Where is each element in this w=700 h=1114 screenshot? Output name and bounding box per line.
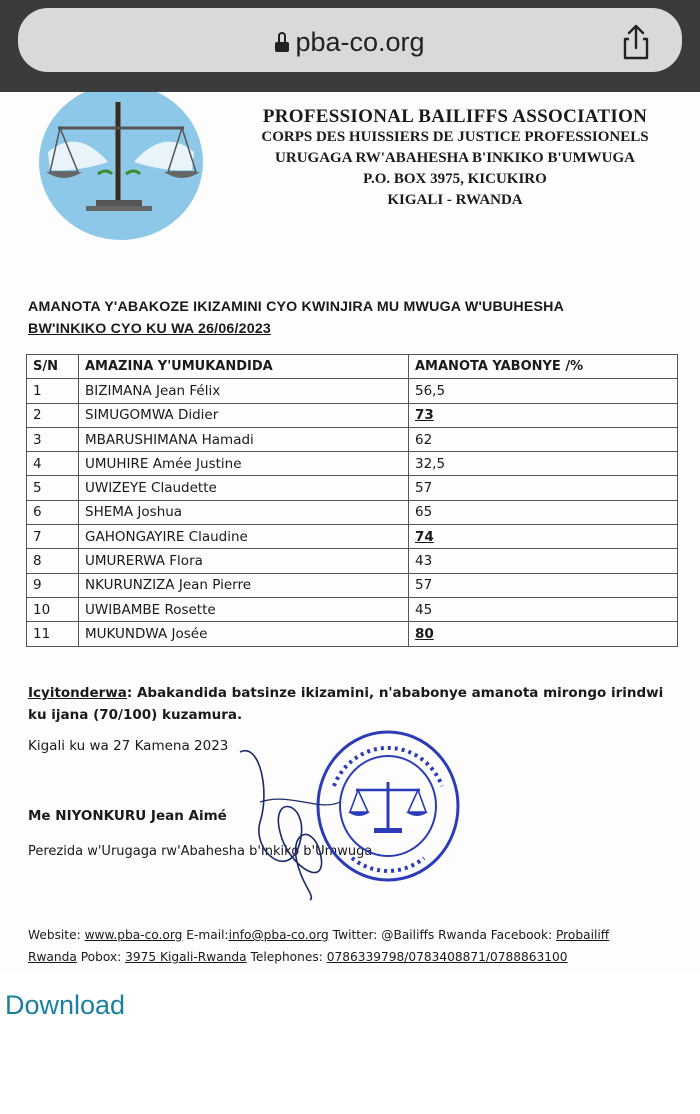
row-score: 73 bbox=[409, 403, 678, 427]
org-po-box: P.O. BOX 3975, KICUKIRO bbox=[363, 171, 547, 187]
row-sn: 5 bbox=[27, 476, 79, 500]
signer-name: Me NIYONKURU Jean Aimé bbox=[28, 808, 227, 824]
row-sn: 11 bbox=[27, 622, 79, 646]
org-name-en: PROFESSIONAL BAILIFFS ASSOCIATION bbox=[262, 106, 648, 127]
table-row bbox=[27, 622, 678, 646]
row-score: 62 bbox=[409, 427, 678, 451]
row-name: UMUHIRE Amée Justine bbox=[79, 452, 409, 476]
row-sn: 7 bbox=[27, 525, 79, 549]
url-display[interactable] bbox=[18, 27, 682, 58]
org-name-fr: CORPS DES HUISSIERS DE JUSTICE PROFESSIONELS bbox=[261, 129, 649, 145]
lock-icon bbox=[275, 38, 289, 52]
table-row bbox=[27, 573, 678, 597]
note-text-1: : Abakandida batsinze ikizamini, n'ababonye amanota mirongo irindwi bbox=[126, 685, 664, 701]
row-name: NKURUNZIZA Jean Pierre bbox=[79, 573, 409, 597]
association-seal bbox=[38, 92, 204, 242]
results-table bbox=[26, 354, 678, 647]
row-sn: 1 bbox=[27, 379, 79, 403]
row-score: 57 bbox=[409, 476, 678, 500]
signature bbox=[230, 732, 350, 902]
document-page bbox=[0, 92, 700, 972]
row-sn: 4 bbox=[27, 452, 79, 476]
footer-pobox: 3975 Kigali-Rwanda bbox=[125, 950, 247, 964]
row-score: 45 bbox=[409, 597, 678, 621]
footer-facebook-2: Rwanda bbox=[28, 950, 77, 964]
footer-email-label: E-mail: bbox=[182, 928, 229, 942]
footer-website-label: Website: bbox=[28, 928, 85, 942]
column-header-name: AMAZINA Y'UMUKANDIDA bbox=[79, 355, 409, 379]
browser-toolbar bbox=[0, 0, 700, 92]
url-text: pba-co.org bbox=[295, 27, 425, 57]
row-score: 57 bbox=[409, 573, 678, 597]
table-row bbox=[27, 597, 678, 621]
row-score: 56,5 bbox=[409, 379, 678, 403]
row-name: SHEMA Joshua bbox=[79, 500, 409, 524]
row-sn: 9 bbox=[27, 573, 79, 597]
row-name: MBARUSHIMANA Hamadi bbox=[79, 427, 409, 451]
note-text-2: ku ijana (70/100) kuzamura. bbox=[28, 707, 243, 723]
document-title bbox=[28, 296, 700, 340]
row-name: BIZIMANA Jean Félix bbox=[79, 379, 409, 403]
row-sn: 10 bbox=[27, 597, 79, 621]
footer-pobox-label: Pobox: bbox=[76, 950, 126, 964]
row-name: UWIBAMBE Rosette bbox=[79, 597, 409, 621]
table-row bbox=[27, 427, 678, 451]
table-row bbox=[27, 452, 678, 476]
document-footer bbox=[28, 924, 700, 968]
row-sn: 2 bbox=[27, 403, 79, 427]
row-sn: 8 bbox=[27, 549, 79, 573]
address-bar[interactable] bbox=[18, 8, 682, 72]
footer-telephones: 0786339798/0783408871/0788863100 bbox=[326, 950, 568, 964]
org-name-rw: URUGAGA RW'ABAHESHA B'INKIKO B'UMWUGA bbox=[275, 150, 635, 166]
download-link[interactable]: Download bbox=[5, 990, 126, 1020]
column-header-sn: S/N bbox=[27, 355, 79, 379]
table-row bbox=[27, 500, 678, 524]
row-score: 43 bbox=[409, 549, 678, 573]
row-name: MUKUNDWA Josée bbox=[79, 622, 409, 646]
table-header-row bbox=[27, 355, 678, 379]
place-date: Kigali ku wa 27 Kamena 2023 bbox=[28, 738, 229, 754]
footer-facebook: Probailiff bbox=[556, 928, 610, 942]
footer-twitter: Twitter: @Bailiffs Rwanda bbox=[328, 928, 487, 942]
column-header-score: AMANOTA YABONYE /% bbox=[409, 355, 678, 379]
row-sn: 3 bbox=[27, 427, 79, 451]
table-row bbox=[27, 379, 678, 403]
footer-email: info@pba-co.org bbox=[228, 928, 329, 942]
table-row bbox=[27, 476, 678, 500]
table-row bbox=[27, 549, 678, 573]
row-score: 80 bbox=[409, 622, 678, 646]
title-line-2: BW'INKIKO CYO KU WA 26/06/2023 bbox=[28, 321, 272, 337]
table-row bbox=[27, 525, 678, 549]
row-name: UMURERWA Flora bbox=[79, 549, 409, 573]
table-row bbox=[27, 403, 678, 427]
row-score: 32,5 bbox=[409, 452, 678, 476]
note-label: Icyitonderwa bbox=[28, 685, 127, 701]
row-name: UWIZEYE Claudette bbox=[79, 476, 409, 500]
note bbox=[28, 682, 700, 726]
org-location: KIGALI - RWANDA bbox=[387, 192, 523, 208]
share-icon[interactable] bbox=[616, 22, 656, 62]
row-name: GAHONGAYIRE Claudine bbox=[79, 525, 409, 549]
footer-tel-label: Telephones: bbox=[246, 950, 327, 964]
row-score: 74 bbox=[409, 525, 678, 549]
footer-facebook-label: Facebook: bbox=[486, 928, 557, 942]
signer-role: Perezida w'Urugaga rw'Abahesha b'Inkiko b'Umwuga bbox=[28, 844, 373, 859]
title-line-1: AMANOTA Y'ABAKOZE IKIZAMINI CYO KWINJIRA MU MWUGA W'UBUHESHA bbox=[28, 299, 565, 315]
footer-website: www.pba-co.org bbox=[84, 928, 183, 942]
row-score: 65 bbox=[409, 500, 678, 524]
row-name: SIMUGOMWA Didier bbox=[79, 403, 409, 427]
letterhead bbox=[210, 106, 700, 211]
row-sn: 6 bbox=[27, 500, 79, 524]
